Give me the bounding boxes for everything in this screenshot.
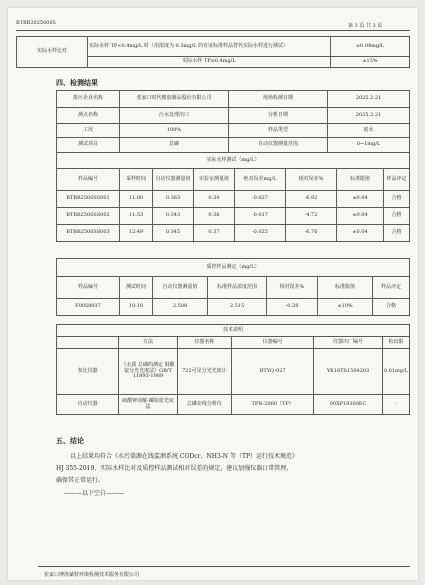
- footer-company: 张家口博洛斌特环境检测技术服务有限公司: [44, 572, 140, 578]
- point-label: 测点名称: [57, 108, 120, 124]
- cell: 2.508: [153, 299, 208, 316]
- actual-header-auto: 自动仪器测量值: [153, 169, 194, 191]
- report-page: [8, 8, 418, 580]
- cell: 0.343: [153, 208, 194, 225]
- actual-header-abs: 绝对误差mg/L: [235, 169, 286, 191]
- header-rule: [16, 30, 410, 31]
- table-row: [57, 299, 410, 316]
- cell: -6.76: [286, 225, 337, 242]
- cell: BTYQ-027: [232, 349, 314, 395]
- cell: -: [382, 395, 409, 415]
- range-value: 0~1mg/L: [328, 138, 410, 153]
- section-4-title: 四、检测结果: [56, 79, 98, 87]
- conclusion-line-1: 以上结果均符合《水污染源在线监测系统 CODcr、NH3-N 等（TP）运行技术规范》: [70, 453, 298, 460]
- cell: 总磷在线分析仪: [177, 395, 231, 415]
- qc-header-auto: 自动仪器测量值: [153, 277, 208, 299]
- actual-sample-table: [56, 152, 410, 242]
- report-code: BTBB20250005: [16, 20, 56, 26]
- table-row: [57, 191, 410, 208]
- test-item-label: 测试项目: [57, 138, 120, 153]
- cell: BTBB2500SS001: [57, 191, 120, 208]
- tech-header-serial: 仪器出厂编号: [314, 337, 383, 349]
- comparison-row1-desc: 实际水样 TP<0.4mg/L 时（用浓度为 0.3mg/L 的有证标准样品替代实际水样进行测试）: [88, 37, 331, 57]
- cell: 合格: [384, 191, 410, 208]
- cell: ±0.04: [337, 191, 384, 208]
- cell: 0.345: [153, 225, 194, 242]
- qc-header-time: 测试时间: [120, 277, 153, 299]
- actual-header-lab: 实验室测量值: [194, 169, 235, 191]
- cell: -6.92: [286, 191, 337, 208]
- cell: 722可见分光光度计: [177, 349, 231, 395]
- tech-header-name: 仪器名称: [177, 337, 231, 349]
- cell: ±0.04: [337, 208, 384, 225]
- qc-header-rel: 相对误差%: [267, 277, 318, 299]
- ref-instrument-label: 参比仪器: [57, 349, 119, 395]
- cell: 合格: [384, 208, 410, 225]
- test-item-value: 总磷: [120, 138, 229, 153]
- site-date-label: 现场检测日期: [229, 91, 328, 108]
- point-value: 污水处理出口: [120, 108, 229, 124]
- cell: -0.027: [235, 191, 286, 208]
- cell: TPN-2000（TP）: [232, 395, 314, 415]
- cell: 0.01mg/L: [382, 349, 409, 395]
- cell: 10:18: [120, 299, 153, 316]
- analysis-date-label: 分析日期: [229, 108, 328, 124]
- cell: 《水质 总磷的测定 钼酸铵分光光度法》GB/T 11893-1989: [119, 349, 177, 395]
- cell: 00XP19300EC: [314, 395, 383, 415]
- cell: BTBB2500SS002: [57, 208, 120, 225]
- qc-header-id: 样品编号: [57, 277, 120, 299]
- actual-header-eval: 样品评定: [384, 169, 410, 191]
- analysis-date-value: 2025.2.21: [328, 108, 410, 124]
- info-table: [56, 90, 410, 153]
- cell: ±0.04: [337, 225, 384, 242]
- tech-table: [56, 324, 410, 415]
- actual-table-title: 实际水样测试（mg/L）: [57, 153, 410, 169]
- comparison-row2-desc: 实际水样 TP≥0.4mg/L: [88, 57, 331, 68]
- cell: 0.37: [194, 225, 235, 242]
- cell: 12:49: [120, 225, 153, 242]
- condition-label: 工况: [57, 124, 120, 138]
- cell: F0058037: [57, 299, 120, 316]
- cell: BTBB2500SS003: [57, 225, 120, 242]
- tech-table-title: 技术说明: [57, 325, 410, 337]
- cell: 硫酸钾消解-磷钼蓝光度法: [119, 395, 177, 415]
- sample-type-value: 废水: [328, 124, 410, 138]
- cell: -0.017: [235, 208, 286, 225]
- table-row: [57, 208, 410, 225]
- cell: -0.025: [235, 225, 286, 242]
- cell: 0.363: [153, 191, 194, 208]
- cell: 合格: [384, 225, 410, 242]
- cell: 11:00: [120, 191, 153, 208]
- cell: ±10%: [318, 299, 373, 316]
- tech-header-limit: 检出限: [382, 337, 409, 349]
- footer-rule: [38, 566, 410, 567]
- comparison-row1-limit: ±0.04mg/L: [331, 37, 410, 57]
- company-label: 排污企业名称: [57, 91, 120, 108]
- tech-header-no: 仪器编号: [232, 337, 314, 349]
- page-number: 第 3 页 共 3 页: [348, 23, 383, 29]
- table-row: [57, 349, 410, 395]
- tech-header-blank: [57, 337, 119, 349]
- cell: 0.39: [194, 191, 235, 208]
- qc-header-range: 标准样品浓度范围: [208, 277, 267, 299]
- blank-below-marker: ———以下空白———: [64, 490, 125, 497]
- cell: 合格: [373, 299, 410, 316]
- site-date-value: 2025.2.21: [328, 91, 410, 108]
- table-row: [57, 225, 410, 242]
- qc-header-limit: 标准限值: [318, 277, 373, 299]
- actual-header-time: 采样时间: [120, 169, 153, 191]
- comparison-label: 实际水样比对: [17, 37, 88, 68]
- qc-sample-table: [56, 258, 410, 316]
- actual-header-rel: 相对误差%: [286, 169, 337, 191]
- conclusion-line-2: HJ 355-2019，实际水样比对及质控样品测试相对误差的规定，建议加强仪器日常管理，: [56, 465, 293, 472]
- table-row: [57, 395, 410, 415]
- comparison-row2-limit: ±15%: [331, 57, 410, 68]
- auto-instrument-label: 自动仪器: [57, 395, 119, 415]
- section-5-title: 五、结论: [56, 437, 84, 445]
- condition-value: 100%: [120, 124, 229, 138]
- comparison-criteria-table: [16, 36, 410, 68]
- cell: -4.72: [286, 208, 337, 225]
- cell: YK18TS1504203: [314, 349, 383, 395]
- cell: -0.28: [267, 299, 318, 316]
- conclusion-line-3: 确保其正常运行。: [56, 477, 105, 484]
- actual-header-id: 样品编号: [57, 169, 120, 191]
- sample-type-label: 样品类型: [229, 124, 328, 138]
- cell: 2.515: [208, 299, 267, 316]
- actual-header-limit: 标准限值: [337, 169, 384, 191]
- cell: 0.36: [194, 208, 235, 225]
- qc-table-title: 质控样品测定（mg/L）: [57, 259, 410, 277]
- range-label: 自动仪器测量范围: [229, 138, 328, 153]
- cell: 11:53: [120, 208, 153, 225]
- qc-header-eval: 样品评定: [373, 277, 410, 299]
- company-value: 张家口时代橡胶制品股份有限公司: [120, 91, 229, 108]
- tech-header-method: 方法: [119, 337, 177, 349]
